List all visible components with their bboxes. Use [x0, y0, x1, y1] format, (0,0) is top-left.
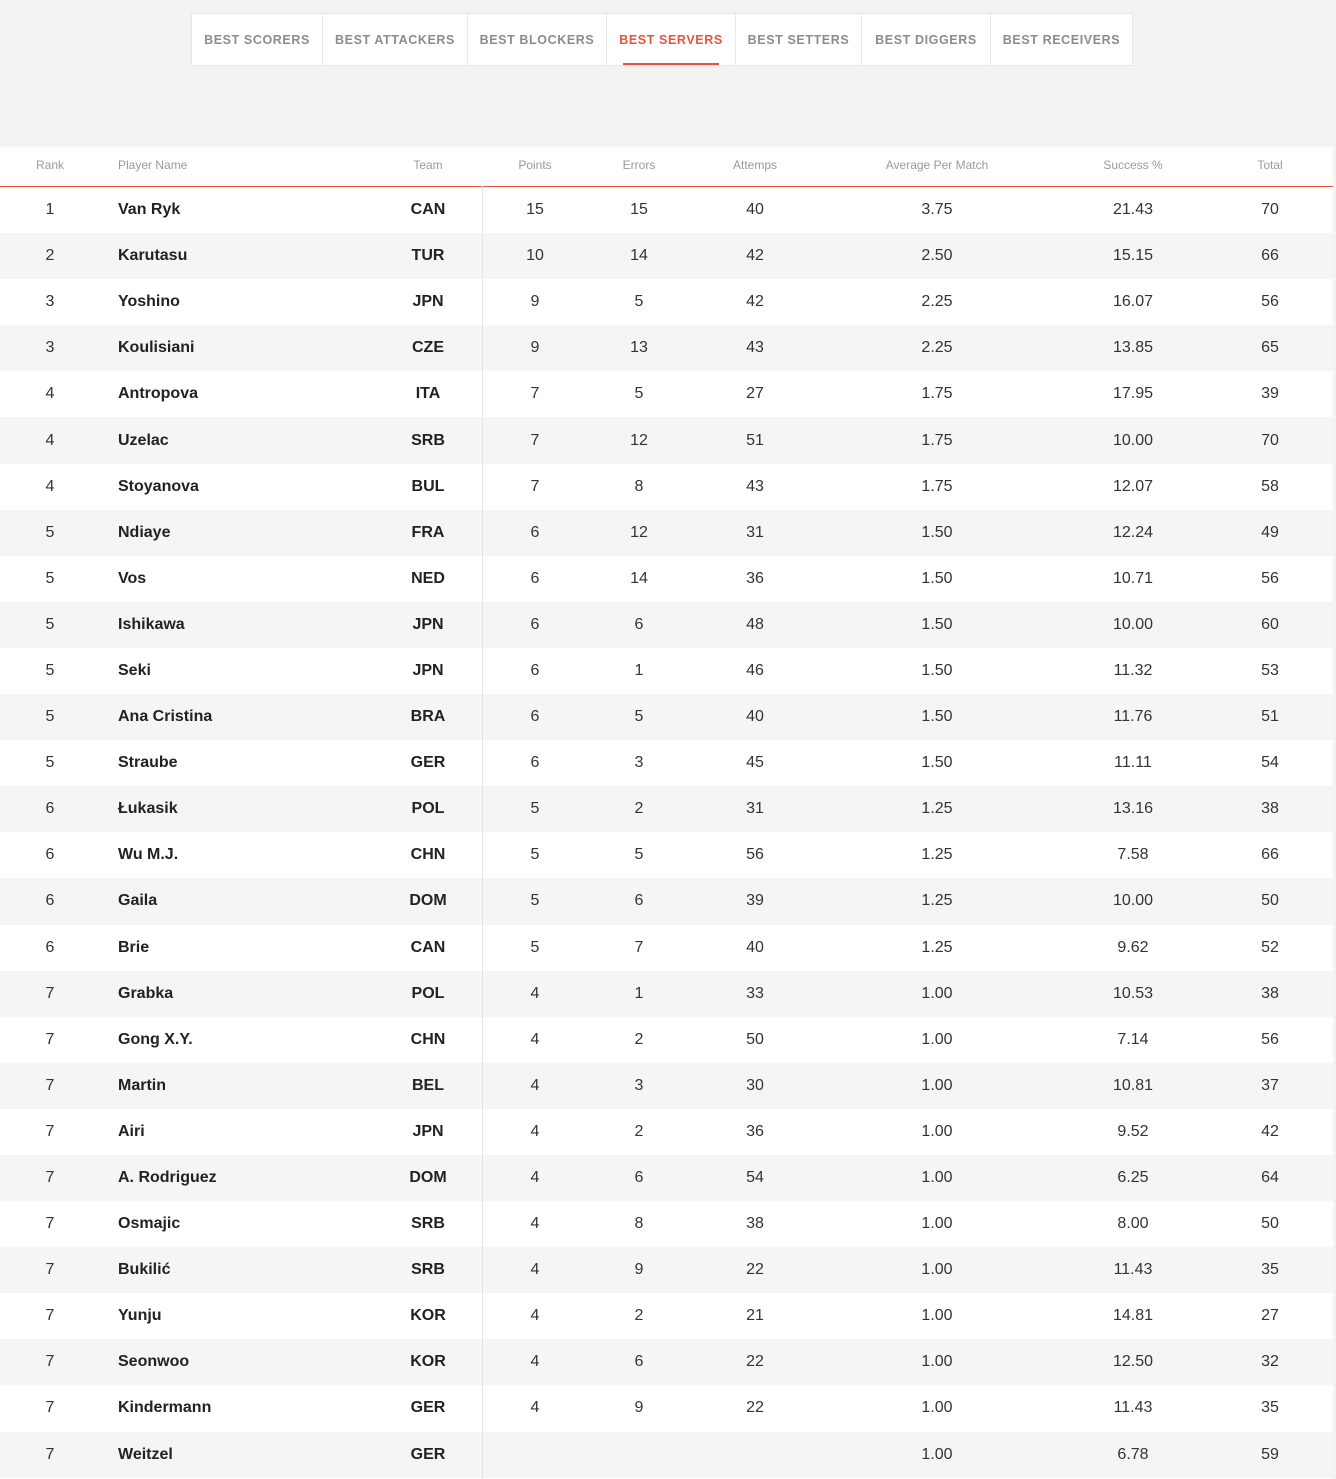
rank-cell: 1: [45, 201, 55, 219]
points-cell: 7: [530, 431, 540, 449]
average-cell: 1.50: [921, 569, 953, 587]
attempts-cell: 27: [746, 385, 764, 403]
average-cell: 1.00: [921, 984, 953, 1002]
team-cell: CZE: [412, 339, 444, 357]
tab-best-attackers[interactable]: BEST ATTACKERS: [323, 14, 468, 65]
errors-cell: 3: [634, 1076, 644, 1094]
total-cell: 59: [1261, 1445, 1279, 1463]
success-cell: 12.07: [1112, 477, 1154, 495]
success-cell: 7.14: [1117, 1030, 1149, 1048]
attempts-cell: 22: [746, 1399, 764, 1417]
team-cell: JPN: [412, 661, 444, 679]
table-row[interactable]: [0, 648, 1333, 694]
errors-cell: 8: [634, 1215, 644, 1233]
column-divider: [482, 186, 483, 1479]
success-cell: 10.00: [1112, 431, 1154, 449]
success-cell: 14.81: [1112, 1307, 1154, 1325]
points-cell: 6: [530, 708, 540, 726]
points-cell: 4: [530, 1353, 540, 1371]
errors-cell: 12: [630, 523, 648, 541]
table-row[interactable]: [0, 1339, 1333, 1385]
team-cell: SRB: [411, 1215, 445, 1233]
rank-cell: 7: [45, 984, 55, 1002]
success-cell: 13.16: [1112, 800, 1154, 818]
errors-cell: 6: [634, 1353, 644, 1371]
team-cell: CAN: [410, 938, 446, 956]
player-name-cell: Seonwoo: [118, 1353, 190, 1371]
average-cell: 1.00: [921, 1261, 953, 1279]
attempts-cell: 30: [746, 1076, 764, 1094]
team-cell: FRA: [411, 523, 445, 541]
average-cell: 1.00: [921, 1307, 953, 1325]
total-cell: 50: [1261, 892, 1279, 910]
team-cell: JPN: [412, 293, 444, 311]
attempts-cell: 43: [746, 477, 764, 495]
header-rank[interactable]: Rank: [35, 158, 65, 172]
errors-cell: 13: [630, 339, 648, 357]
rank-cell: 7: [45, 1169, 55, 1187]
points-cell: 4: [530, 1030, 540, 1048]
attempts-cell: 31: [746, 800, 764, 818]
errors-cell: 5: [634, 385, 644, 403]
errors-cell: 3: [634, 754, 644, 772]
player-name-cell: Vos: [118, 569, 147, 587]
average-cell: 1.75: [921, 431, 953, 449]
player-name-cell: Karutasu: [118, 247, 188, 265]
tab-best-scorers[interactable]: BEST SCORERS: [192, 14, 323, 65]
player-name-cell: Koulisiani: [118, 339, 195, 357]
rank-cell: 7: [45, 1076, 55, 1094]
table-row[interactable]: [0, 556, 1333, 602]
player-name-cell: A. Rodriguez: [118, 1169, 217, 1187]
points-cell: 5: [530, 892, 540, 910]
success-cell: 15.15: [1112, 247, 1154, 265]
rank-cell: 6: [45, 846, 55, 864]
table-row[interactable]: [0, 925, 1333, 971]
errors-cell: 14: [630, 247, 648, 265]
total-cell: 38: [1261, 984, 1279, 1002]
attempts-cell: 40: [746, 708, 764, 726]
rank-cell: 5: [45, 708, 55, 726]
rank-cell: 7: [45, 1030, 55, 1048]
table-row[interactable]: [0, 1063, 1333, 1109]
total-cell: 32: [1261, 1353, 1279, 1371]
player-name-cell: Seki: [118, 661, 151, 679]
errors-cell: 6: [634, 615, 644, 633]
total-cell: 53: [1261, 661, 1279, 679]
total-cell: 70: [1261, 431, 1279, 449]
team-cell: CAN: [410, 201, 446, 219]
player-name-cell: Van Ryk: [118, 201, 181, 219]
success-cell: 10.00: [1112, 892, 1154, 910]
table-row[interactable]: [0, 464, 1333, 510]
attempts-cell: 42: [746, 293, 764, 311]
points-cell: 6: [530, 615, 540, 633]
success-cell: 10.53: [1112, 984, 1154, 1002]
table-row[interactable]: [0, 417, 1333, 463]
average-cell: 1.00: [921, 1215, 953, 1233]
table-row[interactable]: [0, 1155, 1333, 1201]
rank-cell: 2: [45, 247, 55, 265]
attempts-cell: 50: [746, 1030, 764, 1048]
points-cell: 4: [530, 984, 540, 1002]
total-cell: 64: [1261, 1169, 1279, 1187]
team-cell: DOM: [409, 1169, 447, 1187]
rank-cell: 7: [45, 1215, 55, 1233]
total-cell: 39: [1261, 385, 1279, 403]
player-name-cell: Airi: [118, 1122, 145, 1140]
table-row[interactable]: [0, 325, 1333, 371]
average-cell: 1.25: [921, 800, 953, 818]
player-name-cell: Bukilić: [118, 1261, 171, 1279]
attempts-cell: 40: [746, 201, 764, 219]
table-row[interactable]: [0, 510, 1333, 556]
table-row[interactable]: [0, 786, 1333, 832]
points-cell: 4: [530, 1307, 540, 1325]
errors-cell: 2: [634, 1122, 644, 1140]
header-attempts[interactable]: Attemps: [732, 158, 778, 172]
total-cell: 56: [1261, 1030, 1279, 1048]
points-cell: 4: [530, 1215, 540, 1233]
average-cell: 1.25: [921, 892, 953, 910]
points-cell: 4: [530, 1399, 540, 1417]
average-cell: 2.25: [921, 293, 953, 311]
player-name-cell: Weitzel: [118, 1445, 173, 1463]
attempts-cell: 38: [746, 1215, 764, 1233]
points-cell: 7: [530, 385, 540, 403]
rank-cell: 7: [45, 1307, 55, 1325]
average-cell: 3.75: [921, 201, 953, 219]
errors-cell: 2: [634, 800, 644, 818]
team-cell: BEL: [412, 1076, 444, 1094]
total-cell: 54: [1261, 754, 1279, 772]
attempts-cell: 45: [746, 754, 764, 772]
player-name-cell: Osmajic: [118, 1215, 181, 1233]
attempts-cell: 51: [746, 431, 764, 449]
success-cell: 21.43: [1112, 201, 1154, 219]
success-cell: 11.76: [1113, 708, 1153, 726]
errors-cell: 6: [634, 1169, 644, 1187]
rank-cell: 3: [45, 339, 55, 357]
table-header: [0, 147, 1333, 187]
player-name-cell: Uzelac: [118, 431, 169, 449]
success-cell: 11.43: [1113, 1399, 1153, 1417]
rank-cell: 5: [45, 615, 55, 633]
attempts-cell: 36: [746, 569, 764, 587]
success-cell: 17.95: [1112, 385, 1154, 403]
team-cell: BRA: [410, 708, 446, 726]
table-row[interactable]: [0, 1109, 1333, 1155]
table-row[interactable]: [0, 971, 1333, 1017]
attempts-cell: 22: [746, 1261, 764, 1279]
player-name-cell: Gong X.Y.: [118, 1030, 193, 1048]
total-cell: 27: [1261, 1307, 1279, 1325]
rank-cell: 6: [45, 892, 55, 910]
total-cell: 35: [1261, 1399, 1279, 1417]
team-cell: CHN: [410, 846, 446, 864]
success-cell: 13.85: [1112, 339, 1154, 357]
average-cell: 1.00: [921, 1122, 953, 1140]
errors-cell: 5: [634, 708, 644, 726]
success-cell: 10.00: [1112, 615, 1154, 633]
total-cell: 50: [1261, 1215, 1279, 1233]
total-cell: 38: [1261, 800, 1279, 818]
average-cell: 1.25: [921, 846, 953, 864]
player-name-cell: Ishikawa: [118, 615, 185, 633]
errors-cell: 1: [634, 984, 644, 1002]
average-cell: 1.75: [921, 385, 953, 403]
attempts-cell: 31: [746, 523, 764, 541]
player-name-cell: Stoyanova: [118, 477, 199, 495]
team-cell: TUR: [411, 247, 445, 265]
team-cell: ITA: [415, 385, 441, 403]
player-name-cell: Gaila: [118, 892, 158, 910]
success-cell: 11.43: [1113, 1261, 1153, 1279]
team-cell: POL: [411, 800, 445, 818]
rank-cell: 5: [45, 661, 55, 679]
average-cell: 1.00: [921, 1353, 953, 1371]
player-name-cell: Grabka: [118, 984, 174, 1002]
rank-cell: 4: [45, 431, 55, 449]
attempts-cell: 40: [746, 938, 764, 956]
points-cell: 4: [530, 1076, 540, 1094]
total-cell: 35: [1261, 1261, 1279, 1279]
attempts-cell: 22: [746, 1353, 764, 1371]
rank-cell: 5: [45, 754, 55, 772]
team-cell: POL: [411, 984, 445, 1002]
success-cell: 11.11: [1114, 754, 1152, 772]
errors-cell: 9: [634, 1399, 644, 1417]
table-row[interactable]: [0, 1432, 1333, 1478]
success-cell: 6.78: [1117, 1445, 1149, 1463]
attempts-cell: 21: [746, 1307, 764, 1325]
points-cell: 4: [530, 1122, 540, 1140]
table-row[interactable]: [0, 1385, 1333, 1431]
points-cell: 6: [530, 754, 540, 772]
table-row[interactable]: [0, 187, 1333, 233]
success-cell: 12.50: [1112, 1353, 1154, 1371]
team-cell: BUL: [411, 477, 445, 495]
rank-cell: 3: [45, 293, 55, 311]
average-cell: 1.50: [921, 523, 953, 541]
average-cell: 2.25: [921, 339, 953, 357]
team-cell: SRB: [411, 431, 445, 449]
total-cell: 66: [1261, 247, 1279, 265]
success-cell: 8.00: [1117, 1215, 1149, 1233]
header-success-percent[interactable]: Success %: [1103, 158, 1163, 172]
errors-cell: 14: [630, 569, 648, 587]
average-cell: 1.50: [921, 661, 953, 679]
player-name-cell: Yunju: [118, 1307, 162, 1325]
tab-best-setters[interactable]: BEST SETTERS: [736, 14, 862, 65]
table-row[interactable]: [0, 1017, 1333, 1063]
table-row[interactable]: [0, 233, 1333, 279]
attempts-cell: 36: [746, 1122, 764, 1140]
average-cell: 1.50: [921, 615, 953, 633]
attempts-cell: 56: [746, 846, 764, 864]
errors-cell: 9: [634, 1261, 644, 1279]
average-cell: 1.00: [921, 1399, 953, 1417]
header-points[interactable]: Points: [518, 158, 552, 172]
total-cell: 42: [1261, 1122, 1279, 1140]
table-row[interactable]: [0, 1201, 1333, 1247]
points-cell: 5: [530, 846, 540, 864]
header-total[interactable]: Total: [1257, 158, 1283, 172]
points-cell: 6: [530, 661, 540, 679]
team-cell: GER: [410, 1445, 446, 1463]
player-name-cell: Ndiaye: [118, 523, 171, 541]
success-cell: 9.62: [1117, 938, 1149, 956]
errors-cell: 2: [634, 1307, 644, 1325]
rank-cell: 4: [45, 477, 55, 495]
average-cell: 1.00: [921, 1030, 953, 1048]
player-name-cell: Yoshino: [118, 293, 180, 311]
total-cell: 66: [1261, 846, 1279, 864]
table-row[interactable]: [0, 832, 1333, 878]
average-cell: 2.50: [921, 247, 953, 265]
success-cell: 7.58: [1117, 846, 1149, 864]
points-cell: 9: [530, 293, 540, 311]
total-cell: 60: [1261, 615, 1279, 633]
stats-category-tabs: [191, 13, 1133, 66]
errors-cell: 6: [634, 892, 644, 910]
success-cell: 6.25: [1117, 1169, 1149, 1187]
total-cell: 52: [1261, 938, 1279, 956]
attempts-cell: 42: [746, 247, 764, 265]
total-cell: 70: [1261, 201, 1279, 219]
tab-best-servers[interactable]: BEST SERVERS: [607, 14, 736, 65]
player-name-cell: Wu M.J.: [118, 846, 179, 864]
best-servers-table: [0, 147, 1333, 1479]
tab-best-diggers[interactable]: BEST DIGGERS: [862, 14, 991, 65]
total-cell: 56: [1261, 569, 1279, 587]
errors-cell: 5: [634, 846, 644, 864]
errors-cell: 15: [630, 201, 648, 219]
team-cell: DOM: [409, 892, 447, 910]
rank-cell: 7: [45, 1261, 55, 1279]
team-cell: GER: [410, 754, 446, 772]
rank-cell: 7: [45, 1353, 55, 1371]
rank-cell: 5: [45, 569, 55, 587]
success-cell: 9.52: [1117, 1122, 1149, 1140]
average-cell: 1.00: [921, 1445, 953, 1463]
header-average-per-match[interactable]: Average Per Match: [885, 158, 989, 172]
player-name-cell: Martin: [118, 1076, 166, 1094]
tab-best-blockers[interactable]: BEST BLOCKERS: [468, 14, 607, 65]
total-cell: 65: [1261, 339, 1279, 357]
points-cell: 10: [526, 247, 544, 265]
table-row[interactable]: [0, 740, 1333, 786]
success-cell: 11.32: [1113, 661, 1153, 679]
tab-best-receivers[interactable]: BEST RECEIVERS: [1002, 32, 1121, 47]
team-cell: KOR: [410, 1307, 446, 1325]
table-row[interactable]: [0, 694, 1333, 740]
average-cell: 1.25: [921, 938, 953, 956]
points-cell: 5: [530, 800, 540, 818]
success-cell: 10.71: [1112, 569, 1154, 587]
table-row[interactable]: [0, 878, 1333, 924]
average-cell: 1.50: [921, 754, 953, 772]
total-cell: 56: [1261, 293, 1279, 311]
player-name-cell: Kindermann: [118, 1399, 212, 1417]
table-row[interactable]: [0, 371, 1333, 417]
total-cell: 49: [1261, 523, 1279, 541]
points-cell: 6: [530, 569, 540, 587]
points-cell: 5: [530, 938, 540, 956]
total-cell: 37: [1261, 1076, 1279, 1094]
errors-cell: 7: [634, 938, 644, 956]
total-cell: 51: [1261, 708, 1279, 726]
rank-cell: 5: [45, 523, 55, 541]
player-name-cell: Ana Cristina: [118, 708, 213, 726]
player-name-cell: Straube: [118, 754, 178, 772]
points-cell: 6: [530, 523, 540, 541]
attempts-cell: 43: [746, 339, 764, 357]
errors-cell: 8: [634, 477, 644, 495]
average-cell: 1.50: [921, 708, 953, 726]
attempts-cell: 46: [746, 661, 764, 679]
team-cell: SRB: [411, 1261, 445, 1279]
errors-cell: 1: [634, 661, 644, 679]
points-cell: 7: [530, 477, 540, 495]
team-cell: NED: [411, 569, 445, 587]
header-errors[interactable]: Errors: [622, 158, 656, 172]
average-cell: 1.00: [921, 1076, 953, 1094]
points-cell: 4: [530, 1169, 540, 1187]
rank-cell: 7: [45, 1445, 55, 1463]
attempts-cell: 54: [746, 1169, 764, 1187]
header-player-name[interactable]: Player Name: [118, 158, 188, 172]
errors-cell: 5: [634, 293, 644, 311]
attempts-cell: 33: [746, 984, 764, 1002]
total-cell: 58: [1261, 477, 1279, 495]
average-cell: 1.75: [921, 477, 953, 495]
team-cell: CHN: [410, 1030, 446, 1048]
success-cell: 12.24: [1112, 523, 1154, 541]
average-cell: 1.00: [921, 1169, 953, 1187]
table-body: [0, 187, 1333, 1478]
table-row[interactable]: [0, 1293, 1333, 1339]
rank-cell: 6: [45, 938, 55, 956]
points-cell: 9: [530, 339, 540, 357]
rank-cell: 4: [45, 385, 55, 403]
attempts-cell: 48: [746, 615, 764, 633]
table-row[interactable]: [0, 1247, 1333, 1293]
player-name-cell: Łukasik: [118, 800, 178, 818]
header-team[interactable]: Team: [413, 158, 443, 172]
rank-cell: 7: [45, 1399, 55, 1417]
errors-cell: 2: [634, 1030, 644, 1048]
success-cell: 16.07: [1112, 293, 1154, 311]
rank-cell: 7: [45, 1122, 55, 1140]
errors-cell: 12: [630, 431, 648, 449]
points-cell: 4: [530, 1261, 540, 1279]
team-cell: JPN: [412, 615, 444, 633]
rank-cell: 6: [45, 800, 55, 818]
attempts-cell: 39: [746, 892, 764, 910]
player-name-cell: Antropova: [118, 385, 198, 403]
team-cell: JPN: [412, 1122, 444, 1140]
points-cell: 15: [526, 201, 544, 219]
player-name-cell: Brie: [118, 938, 150, 956]
table-row[interactable]: [0, 279, 1333, 325]
team-cell: KOR: [410, 1353, 446, 1371]
table-row[interactable]: [0, 602, 1333, 648]
team-cell: GER: [410, 1399, 446, 1417]
success-cell: 10.81: [1112, 1076, 1154, 1094]
